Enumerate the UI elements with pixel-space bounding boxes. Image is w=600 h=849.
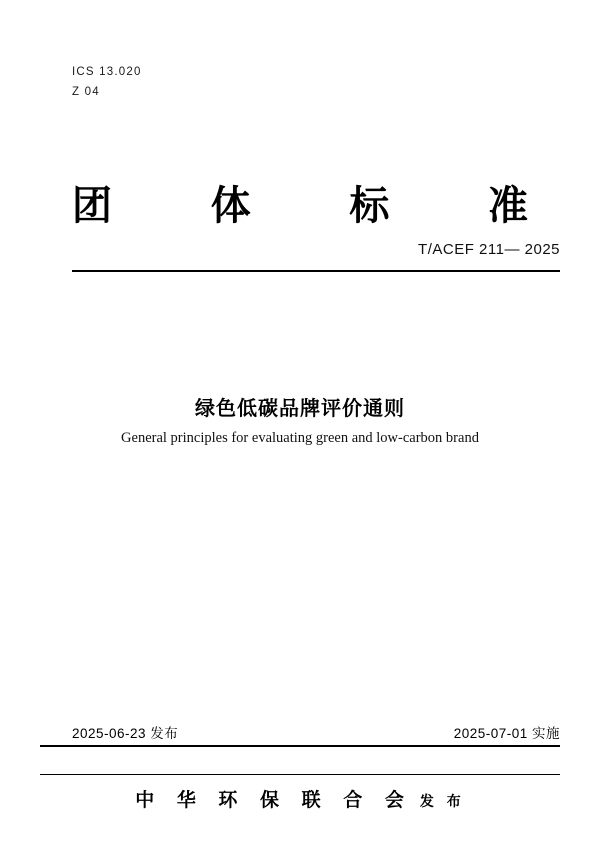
document-title-cn: 绿色低碳品牌评价通则	[195, 396, 405, 420]
standard-type-char-2: 体	[210, 183, 251, 229]
document-title-en: General principles for evaluating green and low-carbon brand	[121, 430, 479, 446]
footer-divider-thin	[40, 774, 560, 775]
implementation-date: 2025-07-01 实施	[453, 726, 560, 741]
ics-code: ICS 13.020	[72, 66, 142, 78]
standard-number: T/ACEF 211— 2025	[418, 241, 560, 258]
issue-date: 2025-06-23 发布	[72, 726, 179, 741]
header-divider	[72, 270, 560, 272]
footer-divider-thick	[40, 745, 560, 747]
issuing-organization	[0, 785, 600, 812]
issuer-verb: 发 布	[419, 794, 465, 810]
standard-type-heading	[72, 182, 528, 230]
issuer-name: 中 华 环 保 联 合 会	[135, 789, 412, 811]
standard-type-char-3: 标	[349, 183, 390, 229]
ics-block	[72, 62, 142, 102]
standard-type-char-4: 准	[487, 183, 528, 229]
standard-type-char-1: 团	[72, 183, 112, 229]
classification-code: Z 04	[72, 86, 100, 98]
